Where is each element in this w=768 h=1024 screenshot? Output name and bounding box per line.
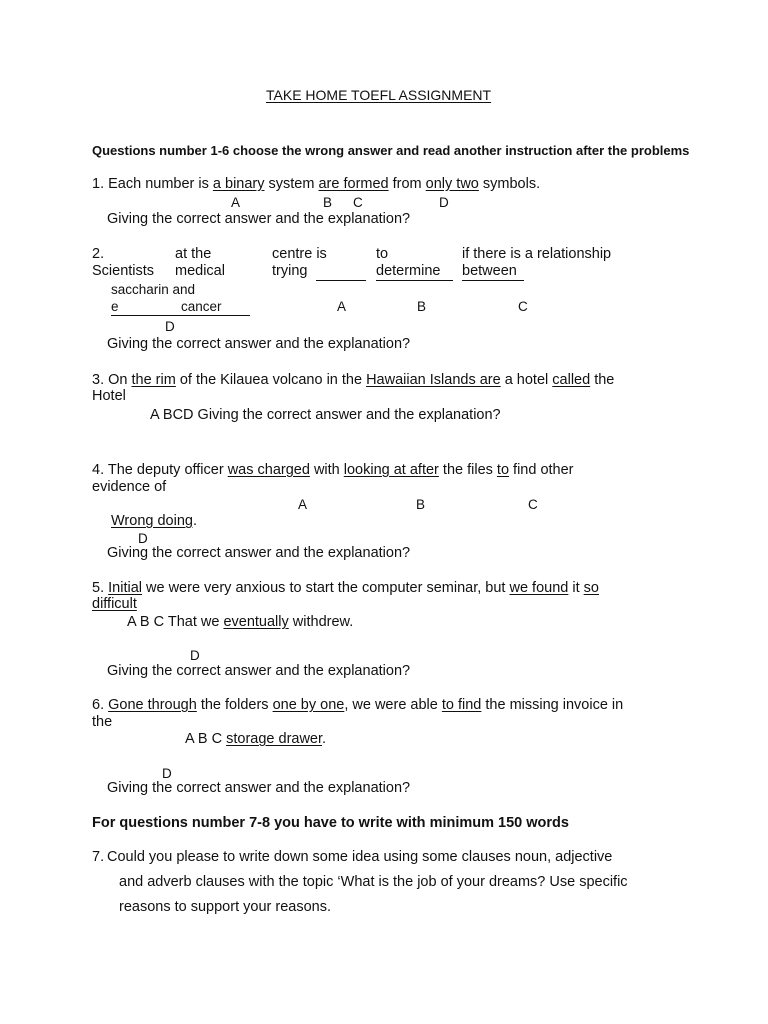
q5-prompt: Giving the correct answer and the explanation? (107, 663, 411, 679)
q1-text: 1. Each number is (92, 176, 213, 192)
q6-text: A B C (185, 731, 227, 747)
q2-trying: trying (272, 263, 308, 279)
instruction-questions-1-6: Questions number 1-6 choose the wrong answer and read another instruction after the problems (92, 143, 690, 158)
q2-if-there: if there is a relationship (462, 246, 612, 262)
q6-line-3 (185, 731, 326, 748)
q2-cancer-underline (111, 315, 250, 316)
question-3-line (92, 372, 614, 389)
q4-text: . (192, 513, 197, 529)
q2-between: between (462, 263, 517, 279)
q2-scientists: Scientists (92, 263, 155, 279)
q5-option-c: so (583, 580, 599, 596)
q2-medical: medical (175, 263, 225, 279)
q2-label-d: D (165, 319, 175, 334)
q5-option-c-cont: difficult (92, 596, 137, 612)
question-6-line (92, 697, 623, 714)
q7-line-1: Could you please to write down some idea using some clauses noun, adjective (107, 849, 613, 865)
question-5-line (92, 580, 599, 597)
q1-text: from (388, 176, 426, 192)
q6-option-b: one by one (272, 697, 345, 713)
q1-option-a: a binary (212, 176, 265, 192)
q1-label-a: A (231, 195, 241, 210)
q1-text: symbols. (478, 176, 541, 192)
q1-option-b: are formed (318, 176, 389, 192)
q6-text: the folders (196, 697, 273, 713)
q1-label-c: C (353, 195, 363, 210)
q6-label-d: D (162, 766, 172, 781)
q5-option-d: eventually (223, 614, 289, 630)
q6-line-2: the (92, 714, 113, 730)
q2-cancer: cancer (181, 299, 222, 314)
q5-text: it (568, 580, 584, 596)
q7-number: 7. (92, 849, 105, 865)
q4-option-d: Wrong doing (111, 513, 193, 529)
q3-option-c: called (552, 372, 591, 388)
q4-prompt: Giving the correct answer and the explanation? (107, 545, 411, 561)
q2-label-b: B (417, 299, 427, 314)
q2-at-the: at the (175, 246, 212, 262)
q3-labels-prompt: A BCD Giving the correct answer and the explanation? (150, 407, 501, 423)
q3-text: 3. On (92, 372, 132, 388)
q6-text: , we were able (344, 697, 442, 713)
q4-label-b: B (416, 497, 426, 512)
q4-label-d: D (138, 531, 148, 546)
q5-label-d: D (190, 648, 200, 663)
q6-text: . (322, 731, 327, 747)
q3-text: the (590, 372, 615, 388)
page-title: TAKE HOME TOEFL ASSIGNMENT (266, 87, 492, 103)
q2-number: 2. (92, 246, 105, 262)
q3-line-2: Hotel (92, 388, 126, 404)
q1-option-c: only two (425, 176, 479, 192)
q2-e: e (111, 299, 119, 314)
q5-line-3 (127, 614, 353, 631)
q4-text: with (309, 462, 344, 478)
q5-text: A B C That we (127, 614, 224, 630)
q1-text: system (264, 176, 319, 192)
q5-option-b: we found (509, 580, 569, 596)
q4-text: the files (438, 462, 497, 478)
q4-text: 4. The deputy officer (92, 462, 228, 478)
q4-text: find other (509, 462, 574, 478)
q5-text: withdrew. (288, 614, 354, 630)
q2-determine-underline (376, 280, 453, 281)
q6-prompt: Giving the correct answer and the explanation? (107, 780, 411, 796)
q2-label-c: C (518, 299, 528, 314)
q5-text: we were very anxious to start the computer seminar, but (141, 580, 510, 596)
question-4-line (92, 462, 574, 479)
q2-to: to (376, 246, 389, 262)
q7-line-3: reasons to support your reasons. (119, 899, 331, 915)
q4-line-3 (111, 513, 197, 530)
q4-option-c: to (496, 462, 510, 478)
q2-centre-is: centre is (272, 246, 327, 262)
q6-option-d: storage drawer (226, 731, 323, 747)
q5-text: 5. (92, 580, 109, 596)
q3-text: of the Kilauea volcano in the (175, 372, 367, 388)
q2-blank-line (316, 280, 366, 281)
q3-text: a hotel (500, 372, 553, 388)
question-1-line (92, 176, 540, 193)
instruction-questions-7-8: For questions number 7-8 you have to write with minimum 150 words (92, 815, 569, 831)
q4-option-b: looking at after (343, 462, 439, 478)
q2-prompt: Giving the correct answer and the explanation? (107, 336, 411, 352)
q1-prompt: Giving the correct answer and the explanation? (107, 211, 411, 227)
q6-text: the missing invoice in (481, 697, 624, 713)
q1-label-b: B (323, 195, 333, 210)
q7-line-2: and adverb clauses with the topic ‘What is the job of your dreams? Use specific (119, 874, 628, 890)
q2-between-underline (462, 280, 524, 281)
q4-label-a: A (298, 497, 308, 512)
q3-option-a: the rim (131, 372, 176, 388)
q2-determine: determine (376, 263, 441, 279)
q6-text: 6. (92, 697, 109, 713)
q6-option-c: to find (441, 697, 482, 713)
q5-option-a: Initial (108, 580, 142, 596)
q1-label-d: D (439, 195, 449, 210)
q4-line-2: evidence of (92, 479, 167, 495)
q2-label-a: A (337, 299, 347, 314)
q2-saccharin: saccharin and (111, 282, 196, 297)
q6-option-a: Gone through (108, 697, 197, 713)
q3-option-b: Hawaiian Islands are (366, 372, 501, 388)
q4-label-c: C (528, 497, 538, 512)
q4-option-a: was charged (227, 462, 310, 478)
